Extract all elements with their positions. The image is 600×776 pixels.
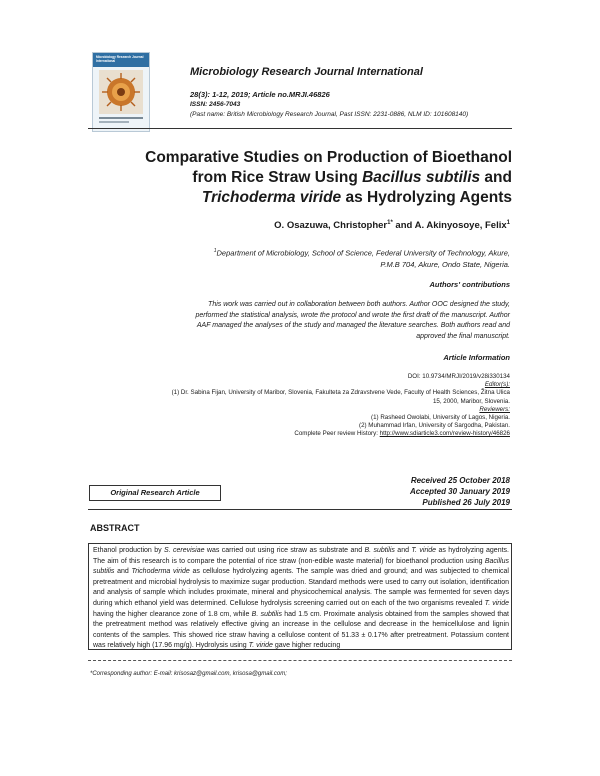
editors-label: Editor(s):	[484, 381, 510, 389]
title-line: from Rice Straw Using Bacillus subtilis and	[192, 169, 512, 186]
author-list: O. Osazuwa, Christopher$^{1*}$ and A. Akinyosoye, Felix$^1$	[274, 220, 510, 232]
cover-title-band	[93, 53, 149, 67]
footnote-divider	[88, 660, 512, 661]
cover-title: Microbiology Research Journal International	[96, 55, 144, 63]
microbe-illustration-icon	[99, 70, 143, 114]
title-line: Trichoderma viride as Hydrolyzing Agents	[201, 189, 512, 206]
article-info	[90, 373, 510, 439]
accepted-date: Accepted 30 January 2019	[409, 487, 510, 496]
doi: DOI: 10.9734/MRJI/2019/v28i330134	[407, 373, 510, 380]
journal-citation: 28(3): 1-12, 2019; Article no.MRJI.46826	[190, 90, 330, 99]
cover-text-line	[99, 121, 129, 123]
title-line: Comparative Studies on Production of Bioethanol	[145, 149, 512, 166]
editor-entry: 15, 2000, Maribor, Slovenia.	[432, 397, 510, 405]
section-divider	[88, 509, 512, 510]
contributions-heading: Authors' contributions	[429, 280, 510, 289]
abstract-text: Ethanol production by S. cerevisiae was carried out using rice straw as substrate and B. subtilis and T. viride as hydrolyzing agents. The aim of this research is to compare the potential of rice straw (non-edible waste material) for bioethanol production using Bacillus subtilis and Trichoderma viride as cellulose hydrolyzing agents. The sample was dried and ground; and was subjected to chemical pretreatment and microbial hydrolysis to maximize sugar production. Standard methods were used to carry out isolation, identification and analysis of sample which includes proximate, mineral and physicochemical analysis. The sample was fermented for seven days during which ethanol yield was determined. Cellulose hydrolysis screening carried out on each of the two organisms revealed T. viride having the higher clearance zone of 1.8 cm, while B. subtilis had 1.5 cm. Proximate analysis obtained from the samples showed that the pretreatment method was relatively effective giving an increase in the cellulose and decrease in the hemicellulose and lignin contents of the samples. This showed rice straw having a cellulose content of 51.33 ± 0.17% after pretreatment. Potassium content was relatively high (17.96 mg/g). Hydrolysis using T. viride gave higher reducing	[93, 547, 509, 650]
reviewers-label: Reviewers:	[479, 405, 510, 413]
received-date: Received 25 October 2018	[410, 476, 510, 485]
cover-text-line	[99, 117, 143, 119]
editor-entry: (1) Dr. Sabina Fijan, University of Maribor, Slovenia, Fakulteta za Zdravstvene Vede, Faculty of Health Sciences, Žitna Ulica	[171, 389, 510, 397]
journal-issn: ISSN: 2456-7043	[190, 101, 241, 108]
corresponding-author-footnote: *Corresponding author: E-mail: krisosaz@gmail.com, krisosa@gmail.com;	[90, 671, 287, 677]
history-label: Complete Peer review History:	[294, 430, 380, 438]
reviewer-entry: (1) Rasheed Owolabi, University of Lagos, Nigeria.	[371, 414, 510, 422]
review-history-link[interactable]: http://www.sdiarticle3.com/review-history/46826	[379, 430, 510, 438]
journal-name: Microbiology Research Journal International	[190, 66, 423, 78]
reviewer-entry: (2) Muhammad Irfan, University of Sargodha, Pakistan.	[359, 422, 510, 430]
journal-cover-image	[92, 52, 150, 132]
author-name: O. Osazuwa, Christopher	[274, 220, 388, 232]
paper-title	[80, 148, 512, 208]
article-info-heading: Article Information	[443, 353, 510, 362]
author-affiliation: $^1$Department of Microbiology, School of Science, Federal University of Technology, Akure, P.M.B 704, Akure, Ondo State, Nigeria.	[213, 248, 510, 269]
contributions-text: This work was carried out in collaboration between both authors. Author OOC designed the study, performed the statistical analysis, wrote the protocol and wrote the first draft of the manuscript. Author AAF managed the analyses of the study and managed the literature searches. Both authors read and approved the final manuscript.	[195, 301, 510, 340]
article-dates	[300, 475, 510, 508]
article-type-badge: Original Research Article	[89, 485, 221, 501]
header-divider	[88, 128, 512, 129]
journal-past-names: (Past name: British Microbiology Research Journal, Past ISSN: 2231-0886, NLM ID: 101608140)	[190, 111, 469, 118]
published-date: Published 26 July 2019	[422, 498, 510, 507]
abstract-heading: ABSTRACT	[90, 523, 140, 533]
author-name: and A. Akinyosoye, Felix	[392, 220, 507, 232]
